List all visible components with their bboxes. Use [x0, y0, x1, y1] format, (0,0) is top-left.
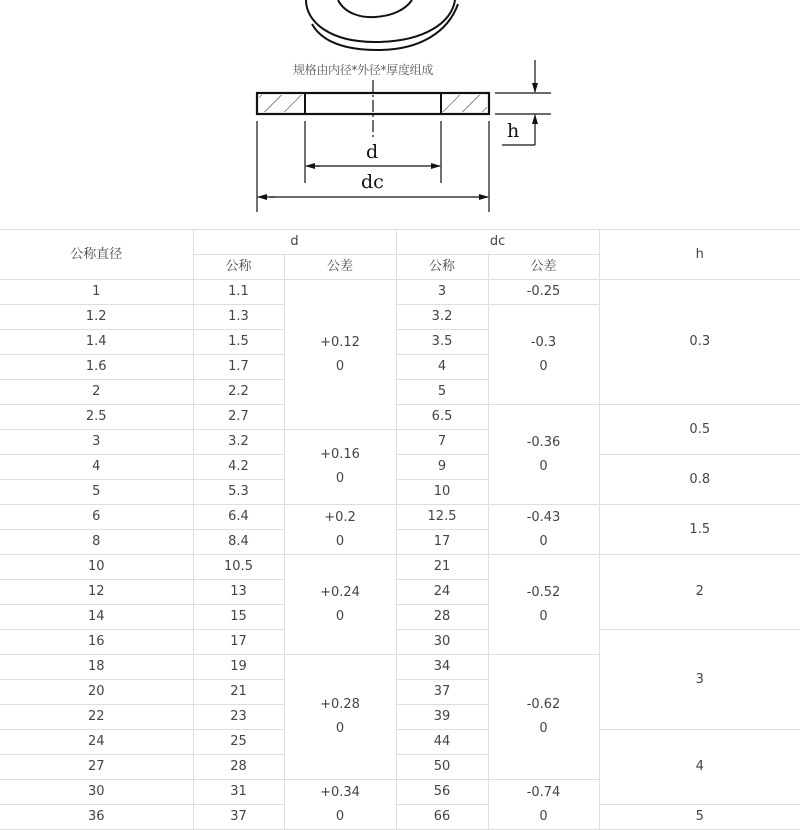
header-h: h: [599, 230, 800, 280]
table-row: [0, 555, 800, 580]
table-row: [0, 730, 800, 755]
cell-dc-nominal: 66: [396, 805, 488, 830]
tolerance-lower: 0: [539, 608, 548, 624]
cell-nominal-diameter: 3: [0, 430, 193, 455]
header-d-nominal: 公称: [193, 255, 284, 280]
cell-dc-nominal: 39: [396, 705, 488, 730]
tolerance-lower: 0: [335, 471, 345, 486]
cell-h: 0.3: [599, 280, 800, 405]
cell-d-tolerance: [284, 280, 396, 430]
cell-dc-tolerance: [488, 505, 599, 555]
cell-dc-tolerance: [488, 280, 599, 305]
cell-dc-tolerance: [488, 405, 599, 505]
cell-h: 0.5: [599, 405, 800, 455]
cell-dc-nominal: 10: [396, 480, 488, 505]
cell-d-nominal: 13: [193, 580, 284, 605]
tolerance-lower: 0: [335, 358, 345, 374]
cell-d-nominal: 19: [193, 655, 284, 680]
cell-dc-nominal: 4: [396, 355, 488, 380]
cell-d-nominal: 5.3: [193, 480, 284, 505]
table-row: [0, 405, 800, 430]
cell-d-nominal: 31: [193, 780, 284, 805]
cell-h: 5: [599, 805, 800, 830]
cell-nominal-diameter: 2: [0, 380, 193, 405]
cell-nominal-diameter: 1.2: [0, 305, 193, 330]
cell-d-nominal: 21: [193, 680, 284, 705]
cell-nominal-diameter: 30: [0, 780, 193, 805]
cell-nominal-diameter: 1: [0, 280, 193, 305]
table-body: [0, 280, 800, 830]
tolerance-lower: 0: [539, 721, 548, 736]
cell-dc-nominal: 3.2: [396, 305, 488, 330]
cell-d-nominal: 28: [193, 755, 284, 780]
cell-dc-tolerance: [488, 780, 599, 830]
cell-d-tolerance: [284, 505, 396, 555]
tolerance-upper: -0.52: [526, 584, 561, 600]
cell-dc-nominal: 9: [396, 455, 488, 480]
cell-dc-tolerance: [488, 655, 599, 780]
cell-nominal-diameter: 8: [0, 530, 193, 555]
cell-nominal-diameter: 20: [0, 680, 193, 705]
cell-nominal-diameter: 6: [0, 505, 193, 530]
header-dc-nominal: 公称: [396, 255, 488, 280]
cell-d-nominal: 23: [193, 705, 284, 730]
tolerance-lower: 0: [335, 808, 345, 824]
header-d-tolerance: 公差: [284, 255, 396, 280]
cell-h: 2: [599, 555, 800, 630]
cell-nominal-diameter: 16: [0, 630, 193, 655]
cell-nominal-diameter: 36: [0, 805, 193, 830]
washer-diagram-icon: [0, 0, 800, 228]
cell-dc-nominal: 5: [396, 380, 488, 405]
washer-drawing: [0, 0, 800, 228]
tolerance-upper: +0.2: [324, 509, 356, 525]
cell-dc-nominal: 30: [396, 630, 488, 655]
cell-nominal-diameter: 12: [0, 580, 193, 605]
tolerance-upper: -0.62: [526, 697, 561, 712]
header-nominal-diameter: 公称直径: [0, 230, 193, 280]
cell-dc-nominal: 44: [396, 730, 488, 755]
tolerance-upper: +0.12: [320, 334, 360, 350]
cell-d-nominal: 2.2: [193, 380, 284, 405]
cell-h: 1.5: [599, 505, 800, 555]
table-row: [0, 455, 800, 480]
cell-d-nominal: 1.5: [193, 330, 284, 355]
dc-dimension-label: dc: [361, 171, 384, 193]
cell-nominal-diameter: 22: [0, 705, 193, 730]
tolerance-upper: -0.3: [530, 334, 557, 350]
cell-nominal-diameter: 5: [0, 480, 193, 505]
tolerance-upper: -0.36: [526, 434, 561, 450]
tolerance-lower: 0: [539, 458, 548, 474]
cell-h: 4: [599, 730, 800, 805]
cell-d-tolerance: [284, 430, 396, 505]
cell-d-nominal: 3.2: [193, 430, 284, 455]
washer-spec-table: [0, 229, 800, 830]
cell-d-nominal: 8.4: [193, 530, 284, 555]
cell-d-nominal: 1.1: [193, 280, 284, 305]
cell-dc-nominal: 56: [396, 780, 488, 805]
tolerance-upper: -0.25: [526, 284, 561, 299]
cell-d-nominal: 1.3: [193, 305, 284, 330]
cell-dc-nominal: 17: [396, 530, 488, 555]
drawing-caption: 规格由内径*外径*厚度组成: [292, 63, 434, 77]
cell-nominal-diameter: 14: [0, 605, 193, 630]
tolerance-upper: +0.34: [320, 784, 360, 800]
cell-d-tolerance: [284, 655, 396, 780]
cell-nominal-diameter: 18: [0, 655, 193, 680]
cell-nominal-diameter: 10: [0, 555, 193, 580]
table-row: [0, 630, 800, 655]
cell-nominal-diameter: 4: [0, 455, 193, 480]
tolerance-upper: +0.28: [320, 697, 360, 712]
header-dc-tolerance: 公差: [488, 255, 599, 280]
cell-dc-tolerance: [488, 555, 599, 655]
cell-nominal-diameter: 2.5: [0, 405, 193, 430]
tolerance-lower: 0: [539, 358, 548, 374]
tolerance-lower: 0: [335, 721, 345, 736]
h-dimension-label: h: [507, 120, 520, 142]
table-row: [0, 280, 800, 305]
cell-nominal-diameter: 27: [0, 755, 193, 780]
tolerance-lower: 0: [539, 533, 548, 549]
tolerance-upper: -0.43: [526, 509, 561, 525]
cell-nominal-diameter: 1.6: [0, 355, 193, 380]
cell-d-nominal: 37: [193, 805, 284, 830]
table-row: [0, 505, 800, 530]
cell-dc-nominal: 21: [396, 555, 488, 580]
cell-dc-nominal: 24: [396, 580, 488, 605]
tolerance-lower: 0: [335, 608, 345, 624]
cell-dc-tolerance: [488, 305, 599, 405]
cell-dc-nominal: 34: [396, 655, 488, 680]
cell-dc-nominal: 6.5: [396, 405, 488, 430]
cell-d-nominal: 15: [193, 605, 284, 630]
cell-d-nominal: 10.5: [193, 555, 284, 580]
tolerance-lower: 0: [539, 808, 548, 824]
cell-dc-nominal: 50: [396, 755, 488, 780]
cell-dc-nominal: 7: [396, 430, 488, 455]
cell-h: 0.8: [599, 455, 800, 505]
cell-d-nominal: 25: [193, 730, 284, 755]
d-dimension-label: d: [366, 141, 379, 163]
cell-dc-nominal: 3: [396, 280, 488, 305]
cell-d-nominal: 6.4: [193, 505, 284, 530]
table-row: [0, 805, 800, 830]
cell-dc-nominal: 3.5: [396, 330, 488, 355]
cell-d-nominal: 17: [193, 630, 284, 655]
cell-d-tolerance: [284, 780, 396, 830]
tolerance-upper: +0.16: [320, 447, 360, 462]
cell-d-tolerance: [284, 555, 396, 655]
cell-h: 3: [599, 630, 800, 730]
cell-nominal-diameter: 1.4: [0, 330, 193, 355]
cell-dc-nominal: 12.5: [396, 505, 488, 530]
cell-d-nominal: 4.2: [193, 455, 284, 480]
tolerance-upper: +0.24: [320, 584, 360, 600]
cell-dc-nominal: 37: [396, 680, 488, 705]
cell-dc-nominal: 28: [396, 605, 488, 630]
header-row-1: [0, 230, 800, 255]
tolerance-lower: 0: [335, 533, 345, 549]
cell-d-nominal: 1.7: [193, 355, 284, 380]
tolerance-upper: -0.74: [526, 784, 561, 800]
header-dc: dc: [396, 230, 599, 255]
cell-nominal-diameter: 24: [0, 730, 193, 755]
header-d: d: [193, 230, 396, 255]
cell-d-nominal: 2.7: [193, 405, 284, 430]
